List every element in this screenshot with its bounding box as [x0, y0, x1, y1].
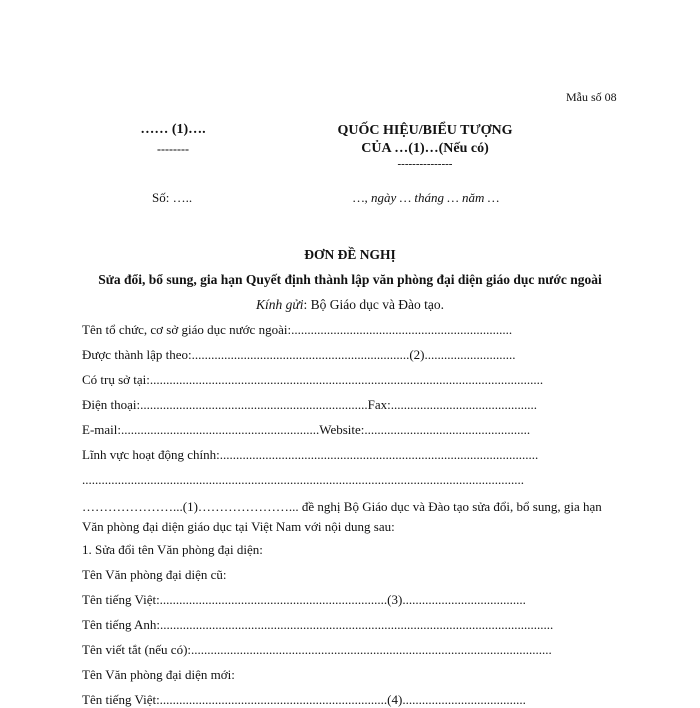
national-dash: --------------- [397, 158, 453, 170]
document-number: Số: ….. [152, 190, 193, 205]
form-number: Mẫu số 08 [566, 90, 617, 104]
addressee-value: : Bộ Giáo dục và Đào tạo. [303, 297, 445, 312]
section-rename: 1. Sửa đổi tên Văn phòng đại diện: [82, 542, 263, 557]
document-title: ĐƠN ĐỀ NGHỊ [304, 247, 396, 262]
new-name-vietnamese: Tên tiếng Việt:......................................................................(4)...................................... [82, 692, 526, 707]
field-established-by: Được thành lập theo:...................................................................(2)............................ [82, 347, 516, 362]
field-phone-fax: Điện thoại:......................................................................Fax:............................................. [82, 397, 537, 412]
document-date: …, ngày … tháng … năm … [353, 190, 500, 205]
header-left [118, 122, 228, 156]
old-name-english: Tên tiếng Anh:......................................................................................................................... [82, 617, 554, 632]
document-subtitle: Sửa đổi, bổ sung, gia hạn Quyết định thành lập văn phòng đại diện giáo dục nước ngoài [98, 272, 602, 287]
field-email-website: E-mail:.............................................................Website:................................................... [82, 422, 531, 437]
old-name-vietnamese: Tên tiếng Việt:......................................................................(3)...................................... [82, 592, 526, 607]
field-org-name: Tên tổ chức, cơ sở giáo dục nước ngoài:.................................................................... [82, 322, 513, 337]
national-title: QUỐC HIỆU/BIỂU TƯỢNG [337, 123, 513, 138]
field-headquarters: Có trụ sở tại:......................................................................................................................... [82, 372, 544, 387]
org-placeholder: …… (1)…. [140, 122, 206, 137]
field-main-activity: Lĩnh vực hoạt động chính:.................................................................................................. [82, 447, 539, 462]
field-activity-continued: ........................................................................................................................................ [82, 472, 524, 487]
old-name-label: Tên Văn phòng đại diện cũ: [82, 567, 227, 582]
org-dash: -------- [157, 142, 189, 156]
addressee-label: Kính gửi [255, 297, 304, 312]
new-name-label: Tên Văn phòng đại diện mới: [82, 667, 235, 682]
old-name-abbreviation: Tên viết tắt (nếu có):............................................................................................................... [82, 642, 552, 657]
national-sub: CỦA …(1)…(Nếu có) [361, 141, 489, 156]
addressee [0, 297, 700, 313]
request-paragraph: …………………...(1)…………………... đề nghị Bộ Giáo dục và Đào tạo sửa đổi, bổ sung, gia hạn Văn phòng đại diện giáo dục tại Việt Nam với nội dung sau: [82, 499, 602, 534]
header-right [300, 122, 550, 170]
